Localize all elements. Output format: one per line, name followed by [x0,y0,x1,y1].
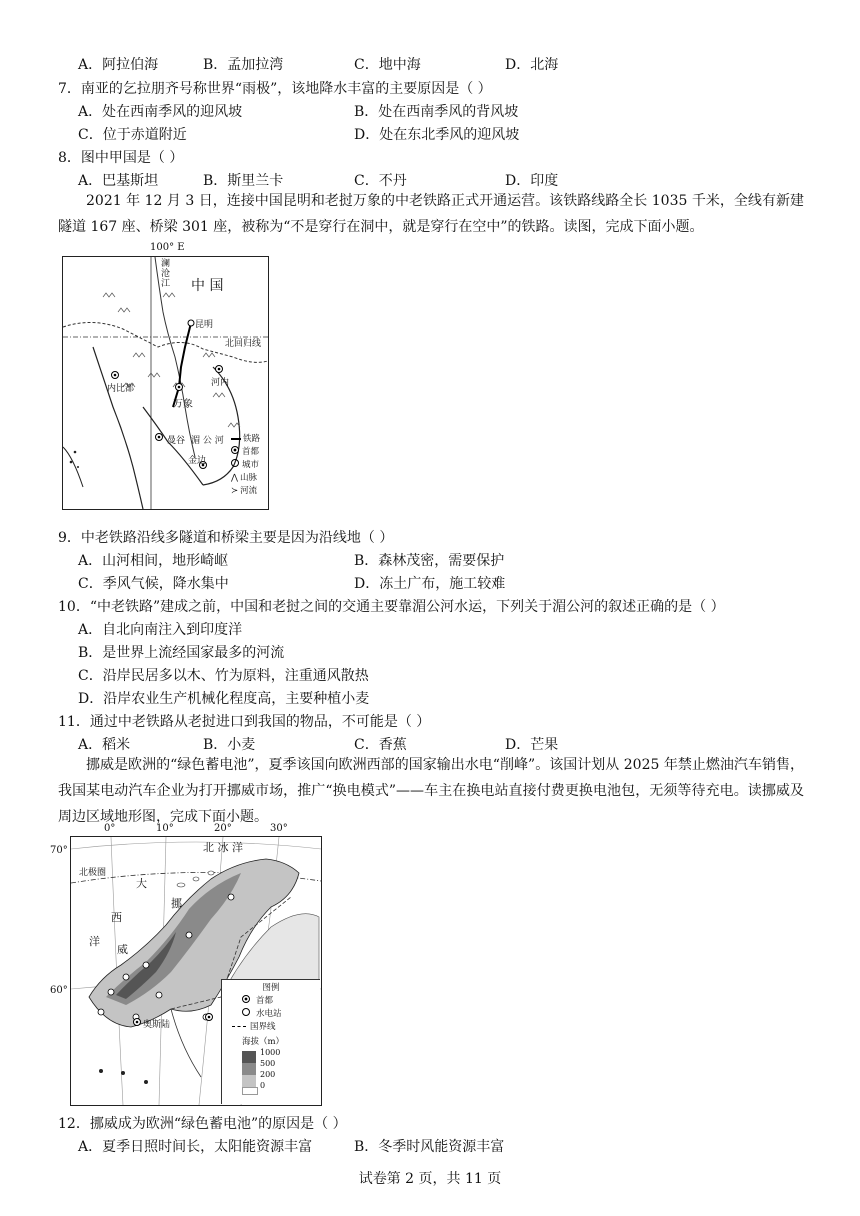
q9-option-d: D．冻土广布，施工较难 [354,576,506,592]
q10-stem: 10．“中老铁路”建成之前，中国和老挝之间的交通主要靠湄公河水运，下列关于湄公河的叙述正确的是（ ） [58,599,725,615]
q9-option-b: B．森林茂密，需要保护 [354,553,505,569]
map2-ocean-char-3: 洋 [89,935,100,948]
q11-stem: 11．通过中老铁路从老挝进口到我国的物品，不可能是（ ） [58,714,431,730]
map1-city-naypyidaw: 内比都 [107,384,135,394]
map1-country-china: 中 国 [191,278,224,294]
map2-country-char-2: 威 [117,943,128,956]
q8-stem: 8．图中甲国是（ ） [58,150,184,166]
map2-arctic-circle-label: 北极圈 [79,868,107,878]
q8-option-d: D．印度 [505,173,559,189]
q9-option-a: A．山河相间，地形崎岖 [78,553,229,569]
map2-legend [221,979,320,1104]
legend-river: ≻ 河流 [231,486,258,496]
legend-capital: 首都 [242,995,320,1008]
map1-city-bangkok: 曼谷 [167,436,186,446]
q12-option-b: B．冬季时风能资源丰富 [354,1139,505,1155]
map1-city-phnompenh: 金边 [188,456,207,466]
q12-option-a: A．夏季日照时间长，太阳能资源丰富 [78,1139,313,1155]
map1-longitude-label: 100° E [150,242,185,253]
legend-elevation-scale: 1000 500 200 0 [242,1049,320,1095]
map2-lon-30: 30° [270,823,288,834]
legend-railway: 铁路 [231,433,260,446]
map2-legend-title: 图例 [262,983,280,993]
map1-city-kunming: 昆明 [195,320,214,330]
q7-stem: 7．南亚的乞拉朋齐号称世界“雨极”，该地降水丰富的主要原因是（ ） [58,81,492,97]
q12-stem: 12．挪威成为欧洲“绿色蓄电池”的原因是（ ） [58,1116,347,1132]
map-china-laos-railway [62,256,269,510]
legend-capital: 首都 [231,446,260,459]
legend-city: 城市 [231,459,260,472]
q7-option-b: B．处在西南季风的背风坡 [354,104,519,120]
map2-capital-oslo: 奥斯陆 [143,1020,171,1030]
q10-option-a: A．自北向南注入到印度洋 [78,622,243,638]
q6-option-b: B．孟加拉湾 [203,57,284,73]
q7-option-d: D．处在东北季风的迎风坡 [354,127,520,143]
passage-norway: 挪威是欧洲的“绿色蓄电池”，夏季该国向欧洲西部的国家输出水电“削峰”。该国计划从 2025 年禁止燃油汽车销售，我国某电动汽车企业为打开挪威市场，推广“换电模式”——车主在换电站直接付费更换电池包，无须等待充电。读挪威及周边区域地形图，完成下面小题。 [58,757,804,825]
q11-option-d: D．芒果 [505,737,559,753]
q9-option-c: C．季风气候，降水集中 [78,576,229,592]
q7-option-c: C．位于赤道附近 [78,127,187,143]
page-footer: 试卷第 2 页，共 11 页 [358,1171,502,1187]
legend-mountain: ⋀ 山脉 [231,473,257,483]
map1-river-lancang: 澜沧江 [161,259,171,289]
map2-ocean-char-1: 大 [136,877,147,890]
q8-option-b: B．斯里兰卡 [203,173,284,189]
map2-lon-10: 10° [156,823,174,834]
map2-lat-70: 70° [50,845,68,856]
q9-stem: 9．中老铁路沿线多隧道和桥梁主要是因为沿线地（ ） [58,530,394,546]
map2-lon-20: 20° [214,823,232,834]
legend-border: 国界线 [232,1021,320,1034]
map-norway [70,836,322,1106]
q10-option-d: D．沿岸农业生产机械化程度高，主要种植小麦 [78,691,370,707]
q6-option-c: C．地中海 [354,57,421,73]
q11-option-a: A．稻米 [78,737,131,753]
map2-lat-60: 60° [50,985,68,996]
q11-option-b: B．小麦 [203,737,256,753]
legend-hydro-station: 水电站 [242,1008,320,1021]
q8-option-c: C．不丹 [354,173,407,189]
q6-option-a: A．阿拉伯海 [78,57,159,73]
q8-option-a: A．巴基斯坦 [78,173,159,189]
q11-option-c: C．香蕉 [354,737,407,753]
map2-lon-0: 0° [104,823,116,834]
q7-option-a: A．处在西南季风的迎风坡 [78,104,243,120]
map1-city-vientiane: 万象 [173,399,193,410]
q10-option-c: C．沿岸民居多以木、竹为原料，注重通风散热 [78,668,369,684]
map2-arctic-ocean: 北 冰 洋 [203,841,243,854]
map2-country-char-1: 挪 [171,897,182,910]
map1-tropic-label: 北回归线 [225,339,262,349]
legend-elevation-title: 海拔（m） [242,1037,285,1047]
q10-option-b: B．是世界上流经国家最多的河流 [78,645,285,661]
map1-river-mekong: 湄 公 河 [191,436,224,446]
passage-china-laos-railway: 2021 年 12 月 3 日，连接中国昆明和老挝万象的中老铁路正式开通运营。该铁路线路全长 1035 千米，全线有新建隧道 167 座、桥梁 301 座，被称为“不是穿行在洞中，就是穿行在空中”的铁路。读图，完成下面小题。 [58,193,804,235]
map2-ocean-char-2: 西 [111,911,122,924]
q6-option-d: D．北海 [505,57,559,73]
map1-legend [231,433,260,498]
map1-city-hanoi: 河内 [211,378,230,388]
